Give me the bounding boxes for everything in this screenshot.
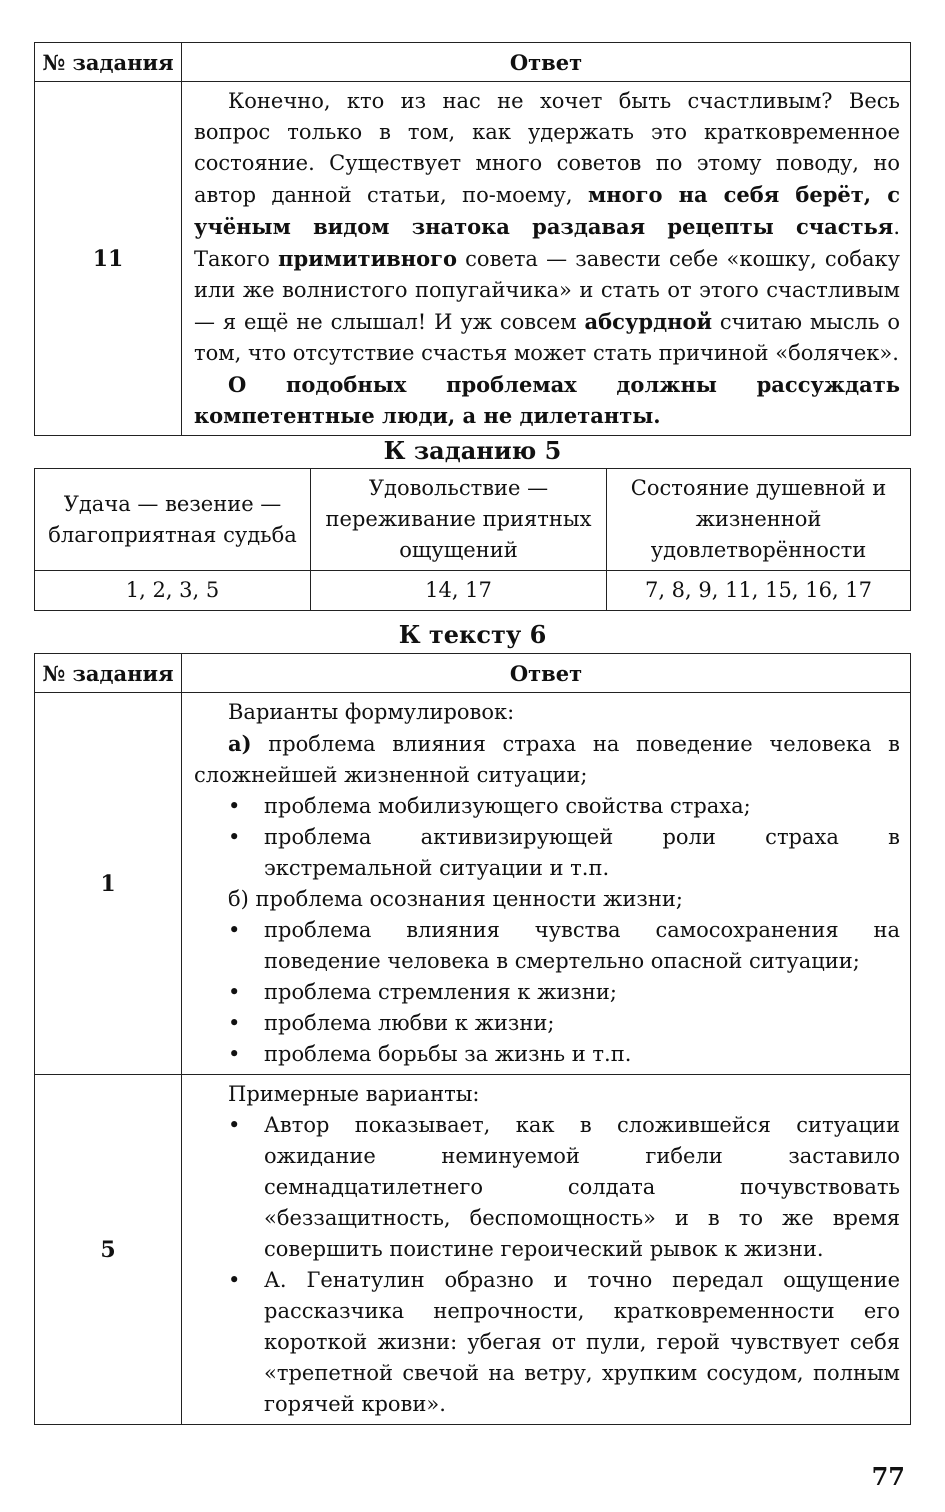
list-item-text: проблема борьбы за жизнь и т.п. <box>264 1042 632 1066</box>
table-row <box>35 1075 911 1425</box>
category-header: Удача — везение — благоприятная судьба <box>35 469 311 571</box>
category-header: Состояние душевной и жизненной удовлетворённости <box>607 469 911 571</box>
answer-text: . Такого <box>194 215 900 271</box>
list-item-text: проблема любви к жизни; <box>264 1011 555 1035</box>
section-heading-task5: К заданию 5 <box>383 436 562 465</box>
category-values: 1, 2, 3, 5 <box>35 571 311 611</box>
item-text: проблема влияния страха на поведение человека в сложнейшей жизненной ситуации; <box>194 732 900 787</box>
item-label: а) <box>228 731 252 756</box>
list-item <box>194 1265 900 1420</box>
column-header-task-number: № задания <box>35 43 182 82</box>
column-header-answer: Ответ <box>182 43 911 82</box>
answer-cell <box>182 693 911 1075</box>
list-item-text: проблема влияния чувства самосохранения на поведение человека в смертельно опасной ситуации; <box>264 918 900 973</box>
bullet-icon: • <box>228 1011 241 1035</box>
page-number: 77 <box>871 1462 905 1491</box>
list-item <box>194 791 900 822</box>
answer-text: Конечно, кто из нас не хочет быть счастливым? Весь вопрос только в том, как удержать это кратковременное состояние. Существует много советов по этому поводу, но автор данной статьи, по-моему, <box>194 89 900 207</box>
answer-intro: Варианты формулировок: <box>228 700 515 724</box>
column-header-answer: Ответ <box>182 654 911 693</box>
task-number: 5 <box>35 1075 182 1425</box>
list-item <box>194 1110 900 1265</box>
bullet-icon: • <box>228 794 241 818</box>
answer-item-b: б) проблема осознания ценности жизни; <box>228 887 683 911</box>
bullet-icon: • <box>228 1268 241 1292</box>
task5-table <box>34 468 911 611</box>
table-row <box>35 693 911 1075</box>
bullet-icon: • <box>228 1113 241 1137</box>
list-item-text: проблема мобилизующего свойства страха; <box>264 794 751 818</box>
emphasized-text: примитивного <box>278 246 457 271</box>
list-item <box>194 1008 900 1039</box>
table-row <box>35 82 911 436</box>
answer-conclusion: О подобных проблемах должны рассуждать компетентные люди, а не дилетанты. <box>194 372 900 428</box>
column-header-task-number: № задания <box>35 654 182 693</box>
list-item <box>194 977 900 1008</box>
answer-cell <box>182 1075 911 1425</box>
category-values: 7, 8, 9, 11, 15, 16, 17 <box>607 571 911 611</box>
list-item <box>194 1039 900 1070</box>
task-number: 1 <box>35 693 182 1075</box>
list-item <box>194 915 900 977</box>
answer-item-a <box>194 728 900 791</box>
answer-table-text6 <box>34 653 911 1425</box>
answer-cell <box>182 82 911 436</box>
bullet-icon: • <box>228 825 241 849</box>
list-item-text: А. Генатулин образно и точно передал ощущение рассказчика непрочности, кратковременности его короткой жизни: убегая от пули, герой чувствует себя «трепетной свечой на ветру, хрупким сосудом, полным горячей крови». <box>264 1268 900 1416</box>
answer-table-text5 <box>34 42 911 436</box>
list-item-text: Автор показывает, как в сложившейся ситуации ожидание неминуемой гибели заставило семнадцатилетнего солдата почувствовать «беззащитность, беспомощность» и в то же время совершить поистине героический рывок к жизни. <box>264 1113 900 1261</box>
task-number: 11 <box>35 82 182 436</box>
answer-text: считаю мысль о том, что отсутствие счастья может стать причиной «болячек». <box>194 310 900 365</box>
answer-text: совета — завести себе «кошку, собаку или же волнистого попугайчика» и стать от этого счастливым — я ещё не слышал! И уж совсем <box>194 247 900 334</box>
emphasized-text: абсурдной <box>584 309 713 334</box>
bullet-icon: • <box>228 980 241 1004</box>
list-item-text: проблема активизирующей роли страха в экстремальной ситуации и т.п. <box>264 825 900 880</box>
answer-intro: Примерные варианты: <box>228 1082 480 1106</box>
bullet-icon: • <box>228 1042 241 1066</box>
category-values: 14, 17 <box>311 571 607 611</box>
answer-paragraph <box>194 86 900 369</box>
bullet-icon: • <box>228 918 241 942</box>
category-header: Удовольствие — переживание приятных ощущений <box>311 469 607 571</box>
section-heading-text6: К тексту 6 <box>398 620 547 649</box>
emphasized-text: много на себя берёт, с учёным видом знатока раздавая рецепты счастья <box>194 182 900 239</box>
list-item <box>194 822 900 884</box>
list-item-text: проблема стремления к жизни; <box>264 980 617 1004</box>
